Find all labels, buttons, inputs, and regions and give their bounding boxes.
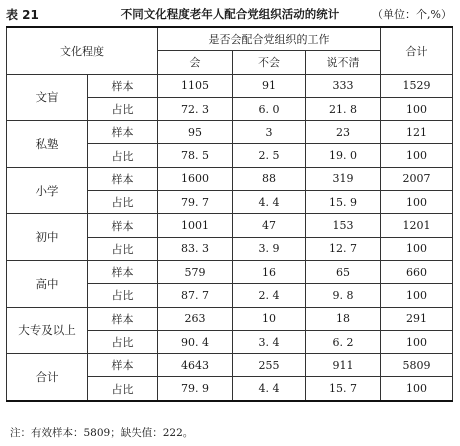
sample-label: 样本 <box>88 167 158 190</box>
ratio-cell: 100 <box>381 97 453 120</box>
education-level: 文盲 <box>7 74 88 121</box>
education-level: 初中 <box>7 214 88 261</box>
sample-cell: 18 <box>306 307 381 330</box>
ratio-label: 占比 <box>88 191 158 214</box>
ratio-cell: 4. 4 <box>233 191 306 214</box>
table-body <box>7 74 453 401</box>
ratio-cell: 100 <box>381 191 453 214</box>
sample-label: 样本 <box>88 307 158 330</box>
header-unsure: 说不清 <box>306 51 381 74</box>
sample-cell: 95 <box>158 121 233 144</box>
table-caption <box>6 3 454 23</box>
table-title: 不同文化程度老年人配合党组织活动的统计 <box>120 7 340 21</box>
sample-label: 样本 <box>88 354 158 377</box>
sample-cell: 2007 <box>381 167 453 190</box>
ratio-cell: 3. 9 <box>233 237 306 260</box>
sample-cell: 579 <box>158 260 233 283</box>
header-yes: 会 <box>158 51 233 74</box>
sample-cell: 333 <box>306 74 381 97</box>
sample-cell: 291 <box>381 307 453 330</box>
header-no: 不会 <box>233 51 306 74</box>
table-row <box>7 307 453 330</box>
ratio-label: 占比 <box>88 144 158 167</box>
education-level: 大专及以上 <box>7 307 88 354</box>
sample-cell: 1201 <box>381 214 453 237</box>
header-group: 是否会配合党组织的工作 <box>158 27 381 51</box>
header-total: 合计 <box>381 27 453 74</box>
sample-cell: 911 <box>306 354 381 377</box>
ratio-cell: 2. 5 <box>233 144 306 167</box>
ratio-cell: 83. 3 <box>158 237 233 260</box>
sample-cell: 65 <box>306 260 381 283</box>
ratio-cell: 2. 4 <box>233 284 306 307</box>
sample-cell: 1529 <box>381 74 453 97</box>
table-row <box>7 74 453 97</box>
ratio-cell: 3. 4 <box>233 330 306 353</box>
sample-label: 样本 <box>88 74 158 97</box>
sample-cell: 1001 <box>158 214 233 237</box>
sample-cell: 255 <box>233 354 306 377</box>
sample-cell: 4643 <box>158 354 233 377</box>
table-row <box>7 121 453 144</box>
sample-cell: 660 <box>381 260 453 283</box>
sample-label: 样本 <box>88 214 158 237</box>
ratio-cell: 100 <box>381 237 453 260</box>
education-level: 私塾 <box>7 121 88 168</box>
ratio-cell: 12. 7 <box>306 237 381 260</box>
table-row <box>7 354 453 377</box>
ratio-cell: 72. 3 <box>158 97 233 120</box>
sample-cell: 23 <box>306 121 381 144</box>
ratio-label: 占比 <box>88 377 158 401</box>
table-row <box>7 260 453 283</box>
sample-cell: 319 <box>306 167 381 190</box>
ratio-cell: 78. 5 <box>158 144 233 167</box>
ratio-cell: 19. 0 <box>306 144 381 167</box>
ratio-label: 占比 <box>88 237 158 260</box>
ratio-cell: 100 <box>381 377 453 401</box>
sample-cell: 121 <box>381 121 453 144</box>
sample-cell: 10 <box>233 307 306 330</box>
ratio-cell: 21. 8 <box>306 97 381 120</box>
ratio-cell: 6. 0 <box>233 97 306 120</box>
ratio-label: 占比 <box>88 284 158 307</box>
sample-cell: 3 <box>233 121 306 144</box>
ratio-cell: 100 <box>381 144 453 167</box>
sample-cell: 263 <box>158 307 233 330</box>
ratio-cell: 4. 4 <box>233 377 306 401</box>
ratio-cell: 6. 2 <box>306 330 381 353</box>
sample-cell: 91 <box>233 74 306 97</box>
education-level: 小学 <box>7 167 88 214</box>
ratio-cell: 100 <box>381 330 453 353</box>
ratio-cell: 79. 7 <box>158 191 233 214</box>
sample-cell: 1600 <box>158 167 233 190</box>
sample-cell: 47 <box>233 214 306 237</box>
ratio-cell: 87. 7 <box>158 284 233 307</box>
ratio-cell: 90. 4 <box>158 330 233 353</box>
footnote: 注：有效样本：5809；缺失值：222。 <box>10 427 194 439</box>
ratio-cell: 79. 9 <box>158 377 233 401</box>
ratio-cell: 9. 8 <box>306 284 381 307</box>
sample-label: 样本 <box>88 121 158 144</box>
ratio-cell: 100 <box>381 284 453 307</box>
sample-cell: 88 <box>233 167 306 190</box>
table-row <box>7 214 453 237</box>
ratio-cell: 15. 7 <box>306 377 381 401</box>
ratio-cell: 15. 9 <box>306 191 381 214</box>
header-education: 文化程度 <box>7 27 158 74</box>
unit-note: （单位：个,%） <box>372 8 452 21</box>
sample-cell: 1105 <box>158 74 233 97</box>
sample-cell: 16 <box>233 260 306 283</box>
education-level: 合计 <box>7 354 88 401</box>
ratio-label: 占比 <box>88 97 158 120</box>
sample-cell: 5809 <box>381 354 453 377</box>
ratio-label: 占比 <box>88 330 158 353</box>
table-row <box>7 167 453 190</box>
statistics-table <box>6 26 453 402</box>
sample-label: 样本 <box>88 260 158 283</box>
table-number: 表 21 <box>6 8 39 22</box>
sample-cell: 153 <box>306 214 381 237</box>
education-level: 高中 <box>7 260 88 307</box>
